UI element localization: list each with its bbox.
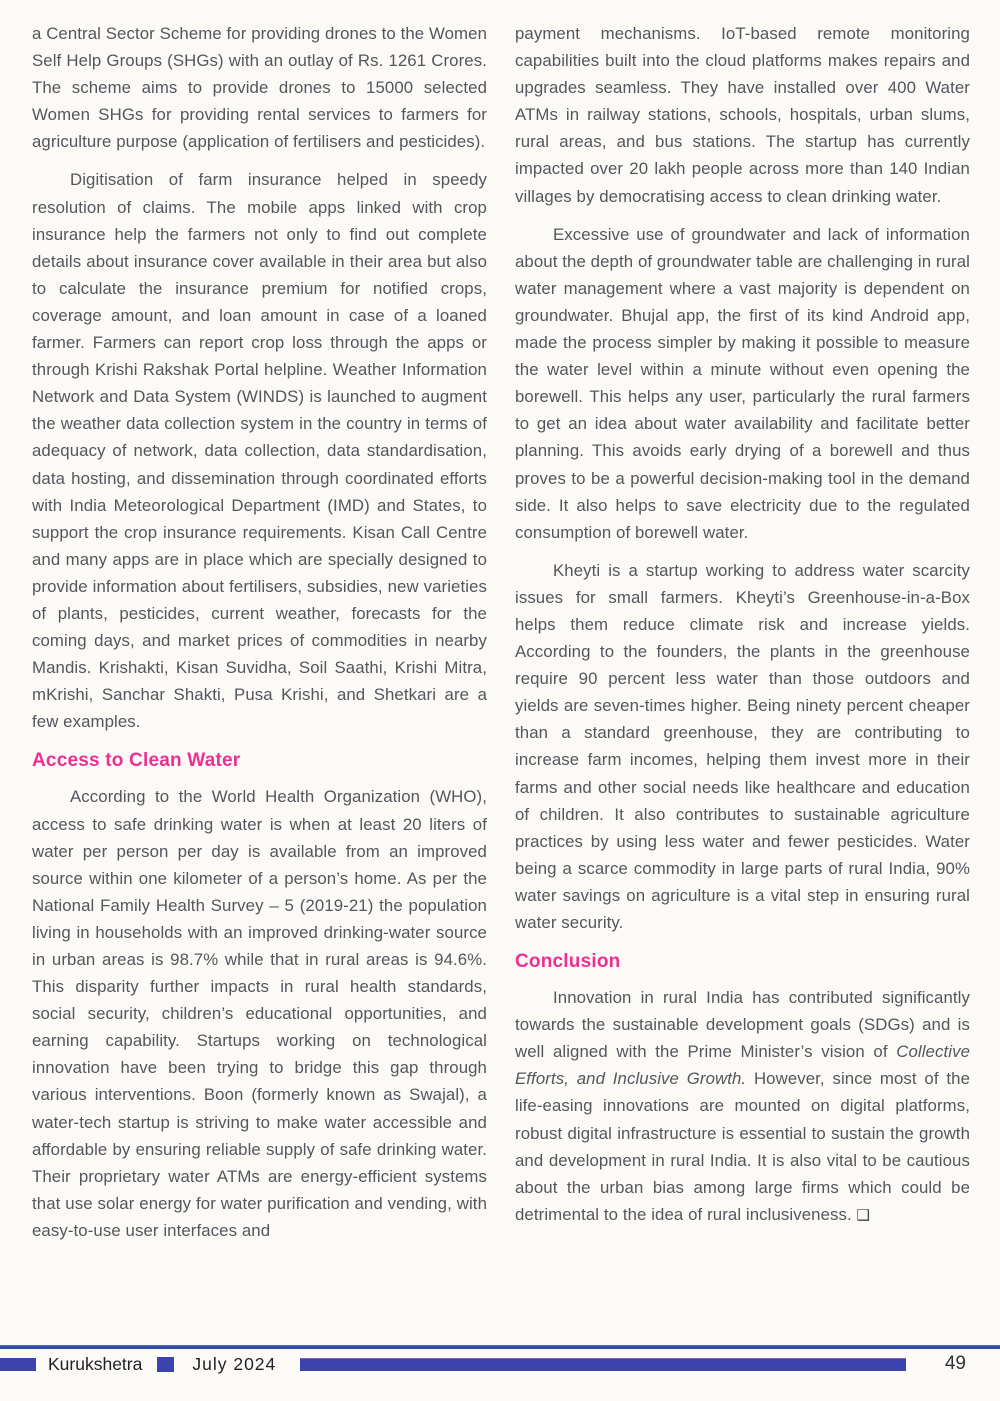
right-column	[515, 20, 970, 1255]
paragraph-conclusion	[515, 984, 970, 1229]
footer-left-bar	[0, 1358, 36, 1371]
end-of-article-marker: ❑	[856, 1206, 871, 1224]
heading-access-to-clean-water: Access to Clean Water	[32, 750, 241, 772]
content-columns	[32, 20, 970, 1255]
paragraph-water-atms: payment mechanisms. IoT-based remote monitoring capabilities built into the cloud platforms makes repairs and upgrades seamless. They have installed over 400 Water ATMs in railway stations, schools, hospitals, urban slums, rural areas, and bus stations. The startup has currently impacted over 20 lakh people across more than 140 Indian villages by democratising access to clean drinking water.	[515, 24, 970, 206]
page-number: 49	[944, 1353, 966, 1374]
footer-square-divider	[157, 1357, 174, 1372]
issue-date: July 2024	[192, 1353, 277, 1374]
footer-long-bar	[300, 1358, 906, 1371]
heading-conclusion: Conclusion	[515, 951, 621, 973]
paragraph-who-water: According to the World Health Organization (WHO), access to safe drinking water is when at least 20 liters of water per person per day is available from an improved source within one kilometer of a person’s home. As per the National Family Health Survey – 5 (2019-21) the population living in households with an improved drinking-water source in urban areas is 98.7% while that in rural areas is 94.6%. This disparity further impacts in rural health standards, social security, children’s educational opportunities, and earning capability. Startups working on technological innovation have been trying to bridge this gap through various interventions. Boon (formerly known as Swajal), a water-tech startup is striving to make water accessible and affordable by ensuring reliable supply of safe drinking water. Their proprietary water ATMs are energy-efficient systems that use solar energy for water purification and vending, with easy-to-use user interfaces and	[32, 787, 487, 1240]
conclusion-text-end: However, since most of the life-easing innovations are mounted on digital platforms, robust digital infrastructure is essential to sustain the growth and development in rural India. It is also vital to be cautious about the urban bias among large firms which could be detrimental to the idea of rural inclusiveness.	[515, 1069, 971, 1224]
conclusion-italic-phrase: Collective Efforts, and Inclusive Growth.	[515, 1042, 970, 1089]
footer	[0, 1354, 1000, 1374]
magazine-name: Kurukshetra	[48, 1353, 143, 1374]
paragraph-kheyti: Kheyti is a startup working to address water scarcity issues for small farmers. Kheyti’s Greenhouse-in-a-Box helps them reduce climate risk and increase yields. According to the founders, the plants in the greenhouse require 90 percent less water than those outdoors and yields are seven-times higher. Being ninety percent cheaper than a standard greenhouse, they are contributing to increase farm incomes, helping them invest more in their farms and other social needs like healthcare and education of children. It also contributes to sustainable agriculture practices by using less water and fewer pesticides. Water being a scarce commodity in large parts of rural India, 90% water savings on agriculture is a vital step in ensuring rural water security.	[515, 560, 970, 932]
left-column	[32, 20, 487, 1255]
conclusion-text-start: Innovation in rural India has contributed significantly towards the sustainable development goals (SDGs) and is well aligned with the Prime Minister’s vision of	[515, 988, 970, 1062]
paragraph-drones-scheme: a Central Sector Scheme for providing drones to the Women Self Help Groups (SHGs) with an outlay of Rs. 1261 Crores. The scheme aims to provide drones to 15000 selected Women SHGs for providing rental services to farmers for agriculture purpose (application of fertilisers and pesticides).	[32, 24, 487, 152]
paragraph-groundwater: Excessive use of groundwater and lack of information about the depth of groundwater table are challenging in rural water management where a vast majority is dependent on groundwater. Bhujal app, the first of its kind Android app, made the process simpler by making it possible to measure the water level within a minute without even opening the borewell. This helps any user, particularly the rural farmers to get an idea about water availability and facilitate better planning. This avoids early drying of a borewell and thus proves to be a powerful decision-making tool in the demand side. It also helps to save electricity due to the regulated consumption of borewell water.	[515, 224, 970, 542]
footer-rule	[0, 1345, 1000, 1349]
paragraph-farm-insurance: Digitisation of farm insurance helped in speedy resolution of claims. The mobile apps linked with crop insurance help the farmers not only to find out complete details about insurance cover available in their area but also to calculate the insurance premium for notified crops, coverage amount, and loan amount in case of a loaned farmer. Farmers can report crop loss through the apps or through Krishi Rakshak Portal helpline. Weather Information Network and Data System (WINDS) is launched to augment the weather data collection system in the country in terms of adequacy of network, data collection, data standardisation, data hosting, and dissemination through coordinated efforts with India Meteorological Department (IMD) and States, to support the crop insurance requirements. Kisan Call Centre and many apps are in place which are specially designed to provide information about fertilisers, subsidies, new varieties of plants, pesticides, current weather, forecasts for the coming days, and market prices of commodities in nearby Mandis. Krishakti, Kisan Suvidha, Soil Saathi, Krishi Mitra, mKrishi, Sanchar Shakti, Pusa Krishi, and Shetkari are a few examples.	[32, 170, 487, 732]
